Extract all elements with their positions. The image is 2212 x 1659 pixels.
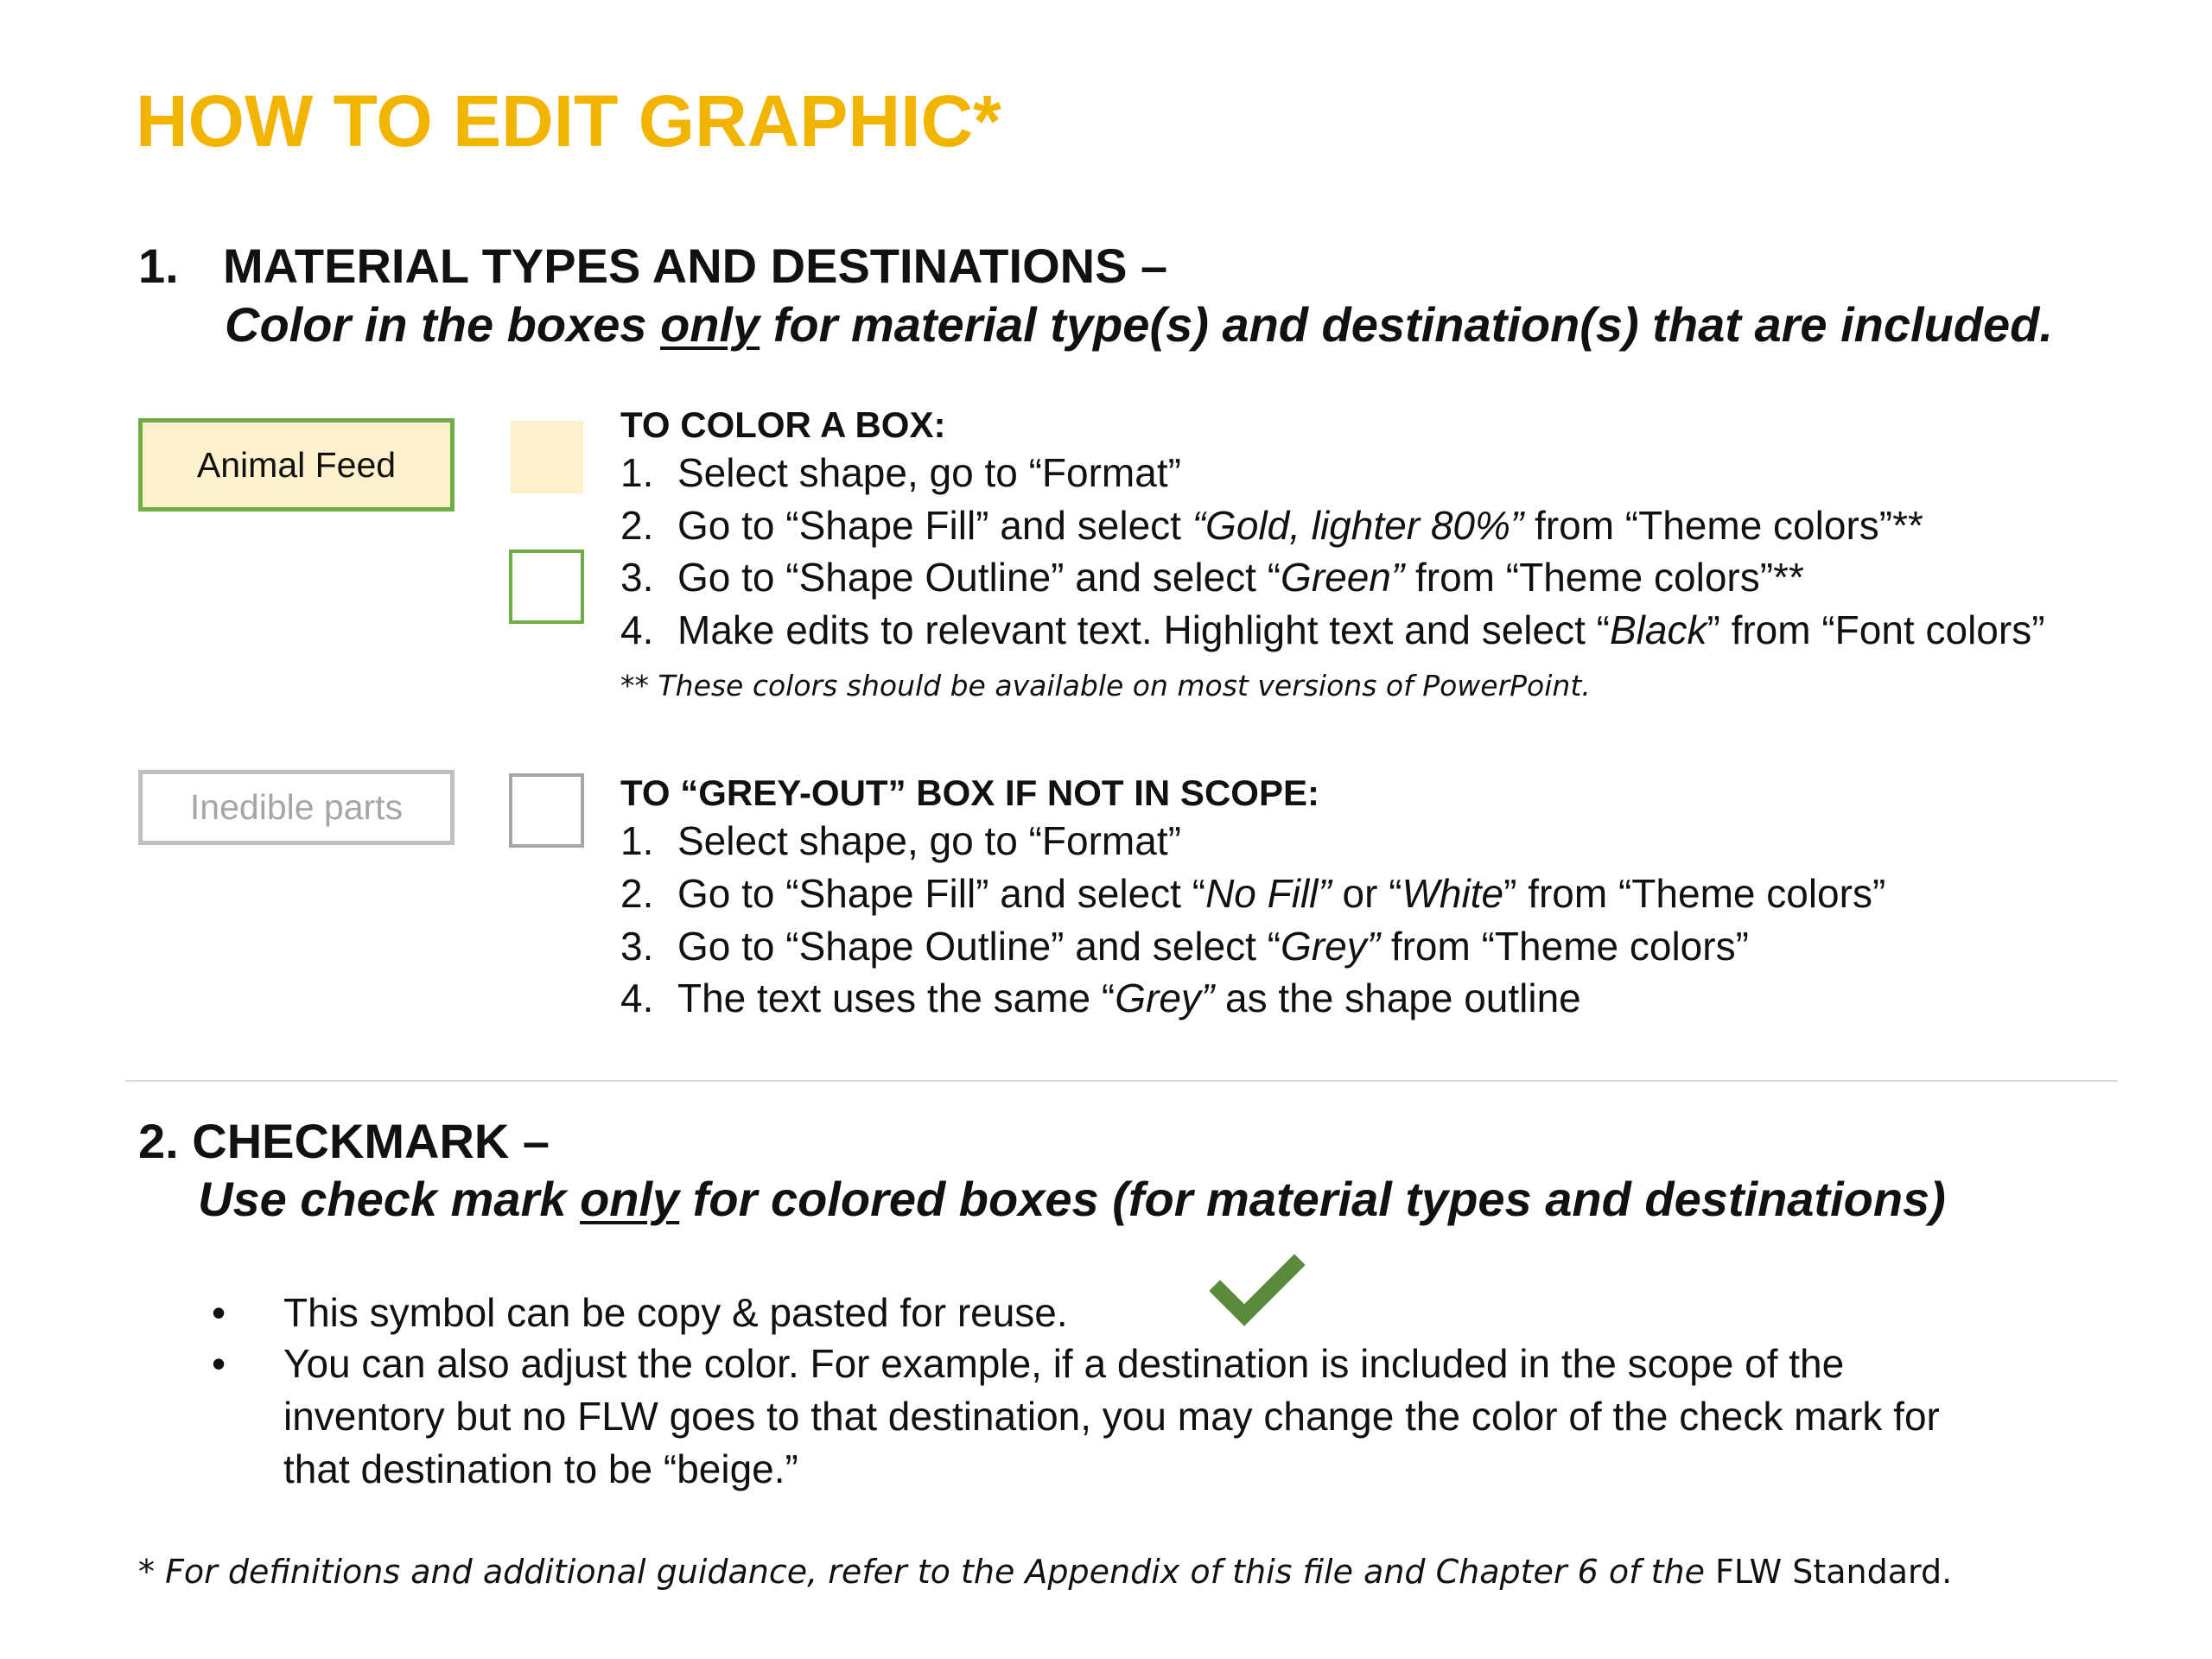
step-italic: “Gold, lighter 80%” [1192, 503, 1524, 548]
step-italic: Grey” [1115, 976, 1215, 1020]
page-title: HOW TO EDIT GRAPHIC* [136, 80, 1001, 162]
bullet-marker: • [212, 1341, 226, 1386]
green-outline-swatch [509, 550, 584, 624]
gold-fill-swatch [511, 421, 583, 493]
step-number: 2. [620, 503, 654, 548]
step-italic: No Fill” [1205, 871, 1332, 916]
section1-number: 1. [138, 238, 179, 293]
step-number: 1. [620, 450, 654, 495]
grey-step-2 [620, 870, 1885, 917]
step-text: Go to “Shape Fill” and select [677, 503, 1192, 548]
section1-heading [138, 238, 1167, 294]
section2-sub-pre: Use check mark [198, 1172, 581, 1226]
step-number: 4. [620, 607, 654, 652]
step-number: 3. [620, 924, 654, 969]
animal-feed-box[interactable] [138, 418, 454, 512]
grey-step-3 [620, 923, 1749, 969]
step-text: Make edits to relevant text. Highlight text and select “ [677, 607, 1610, 652]
grey-step-4 [620, 975, 1581, 1021]
footnote [138, 1551, 1952, 1592]
step-text: Go to “Shape Fill” and select “ [677, 871, 1206, 916]
step-italic: Green” [1281, 555, 1405, 600]
step-italic-2: White [1402, 871, 1504, 916]
step-text: Go to “Shape Outline” and select “ [677, 924, 1281, 969]
checkmark-icon[interactable] [1210, 1251, 1305, 1329]
bullet-line: You can also adjust the color. For example, if a destination is included in the scope of the [283, 1341, 1845, 1386]
section2-sub-emphasis: only [580, 1172, 680, 1226]
section2-sub-post: for colored boxes (for material types and destinations) [679, 1172, 1946, 1226]
section1-sub-post: for material type(s) and destination(s) that are included. [760, 297, 2053, 352]
footnote-standard: FLW Standard. [1715, 1553, 1953, 1591]
step-italic: Black [1609, 607, 1707, 652]
grey-step-1 [620, 817, 1181, 864]
footnote-italic: * For definitions and additional guidance, refer to the Appendix of this file and Chapter 6 of the [138, 1553, 1716, 1591]
bullet-item-2 [212, 1338, 1940, 1496]
step-number: 3. [620, 555, 654, 600]
bullet-line: inventory but no FLW goes to that destination, you may change the color of the check mark for [283, 1394, 1940, 1439]
color-box-heading: TO COLOR A BOX: [620, 404, 946, 445]
step-italic: Grey” [1281, 924, 1381, 969]
step-text-mid: or “ [1331, 871, 1402, 916]
color-step-3 [620, 554, 1804, 601]
bullet-line: that destination to be “beige.” [283, 1446, 798, 1491]
step-text-end: from “Theme colors”** [1404, 555, 1804, 600]
grey-outline-swatch [509, 773, 584, 848]
section1-sub-emphasis: only [660, 297, 760, 352]
bullet-marker: • [212, 1290, 226, 1335]
color-step-2 [620, 502, 1923, 549]
step-text: The text uses the same “ [677, 976, 1116, 1020]
section1-subheading [225, 296, 2053, 353]
bullet-item-1 [212, 1289, 1068, 1336]
color-step-1 [620, 449, 1181, 496]
step-text: Go to “Shape Outline” and select “ [677, 555, 1281, 600]
inedible-parts-label: Inedible parts [189, 787, 404, 827]
step-text: Select shape, go to “Format” [677, 818, 1181, 863]
section-divider [125, 1080, 2118, 1082]
step-number: 4. [620, 976, 654, 1020]
bullet-text: This symbol can be copy & pasted for reuse. [283, 1290, 1068, 1335]
section1-heading-text: MATERIAL TYPES AND DESTINATIONS – [223, 238, 1168, 293]
color-availability-note: ** These colors should be available on most versions of PowerPoint. [620, 669, 1591, 702]
step-number: 1. [620, 818, 654, 863]
section1-sub-pre: Color in the boxes [225, 297, 661, 352]
step-text-end: ” from “Font colors” [1707, 607, 2045, 652]
inedible-parts-box[interactable] [138, 770, 454, 845]
step-text-end: as the shape outline [1214, 976, 1581, 1020]
section2-subheading [198, 1171, 1946, 1227]
step-number: 2. [620, 871, 654, 916]
section2-heading: 2. CHECKMARK – [138, 1114, 550, 1168]
step-text-end: ” from “Theme colors” [1503, 871, 1886, 916]
color-step-4 [620, 607, 2045, 653]
animal-feed-label: Animal Feed [196, 444, 397, 485]
grey-box-heading: TO “GREY-OUT” BOX IF NOT IN SCOPE: [620, 772, 1319, 813]
step-text-end: from “Theme colors”** [1523, 503, 1923, 548]
step-text-end: from “Theme colors” [1380, 924, 1749, 969]
step-text: Select shape, go to “Format” [677, 450, 1181, 495]
